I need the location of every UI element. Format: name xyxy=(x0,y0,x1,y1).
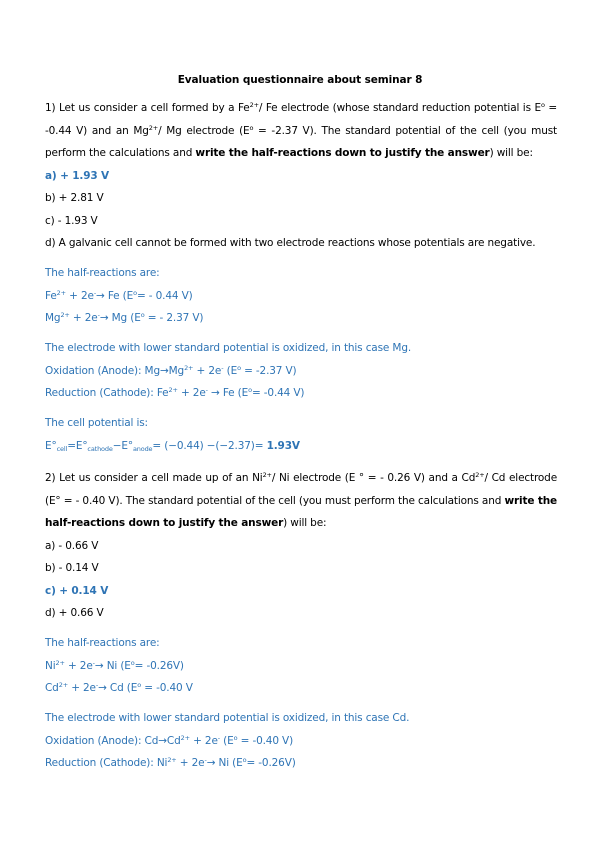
oxidation-anode-line: Oxidation (Anode): $Mg\to Mg^{2+} + 2e^-$ ($E^o = -2.37$ V) xyxy=(45,363,297,377)
question-2-stem: 2) Let us consider a cell made up of an $Ni^{2+}/$ Ni electrode (E ° = - 0.26 V) and a $Cd^{2+}/$ Cd electrode (E° = - 0.40 V). The standard potential of the cell (you must perform the calculations and write the half-reactions down to justify the answer) will be: xyxy=(45,471,557,529)
option-d: d) A galvanic cell cannot be formed with two electrode reactions whose potentials are negative. xyxy=(45,237,536,249)
cell-potential-heading: The cell potential is: xyxy=(45,417,148,429)
reduction-cathode-line: Reduction (Cathode): $Fe^{2+} + 2e^- \to Fe$ ($E^o= -0.44$ V) xyxy=(45,386,305,399)
question-2 xyxy=(45,467,557,775)
option-b: b) + 2.81 V xyxy=(45,192,104,204)
option-c: c) - 1.93 V xyxy=(45,214,98,227)
option-a-correct: a) + 1.93 V xyxy=(45,169,110,182)
oxidation-anode-line: Oxidation (Anode): $Cd\to Cd^{2+} + 2e^-$ ($E^o = -0.40$ V) xyxy=(45,733,294,747)
half-reactions-heading: The half-reactions are: xyxy=(45,637,160,649)
option-a: a) - 0.66 V xyxy=(45,539,99,552)
oxidized-electrode-note: The electrode with lower standard potential is oxidized, in this case Cd. xyxy=(45,712,410,724)
option-b: b) - 0.14 V xyxy=(45,562,99,574)
mg-half-reaction: $Mg^{2+} + 2e^-\to Mg$ ($E^o$ = - 2.37 V) xyxy=(45,311,204,324)
ni-half-reaction: $Ni^{2+} + 2e^-\to Ni$ $(E^o= -0.26V)$ xyxy=(45,658,184,672)
reduction-cathode-line: Reduction (Cathode): $Ni^{2+} + 2e^-\to Ni$ $(E^o= -0.26V)$ xyxy=(45,756,296,769)
fe-half-reaction: $Fe^{2+} + 2e^-\to Fe$ ($E^o= - 0.44$ V) xyxy=(45,288,193,302)
option-c-correct: c) + 0.14 V xyxy=(45,584,109,597)
cell-potential-equation: $E^\circ_{cell}=E^\circ_{cathode}-E^\circ_{anode}= (-0.44) -(-2.37)= 1.93V$ xyxy=(45,439,300,453)
question-1-stem: 1) Let us consider a cell formed by a $Fe^{2+}/$ Fe electrode (whose standard reduction potential is $E^o = -0.44$ V) and an $Mg^{2+}/$ Mg electrode ($E^o = -2.37$ V). The standard potential of the cell (you must perform the calculations and write the half-reactions down to justify the answer) will be: xyxy=(45,101,558,159)
option-d: d) + 0.66 V xyxy=(45,607,104,619)
cd-half-reaction: $Cd^{2+} + 2e^-\to Cd$ ($E^o = -0.40$ V xyxy=(45,681,193,694)
oxidized-electrode-note: The electrode with lower standard potential is oxidized, in this case Mg. xyxy=(45,342,412,354)
question-1 xyxy=(45,97,557,457)
page-title: Evaluation questionnaire about seminar 8 xyxy=(177,74,423,86)
half-reactions-heading: The half-reactions are: xyxy=(45,267,160,279)
